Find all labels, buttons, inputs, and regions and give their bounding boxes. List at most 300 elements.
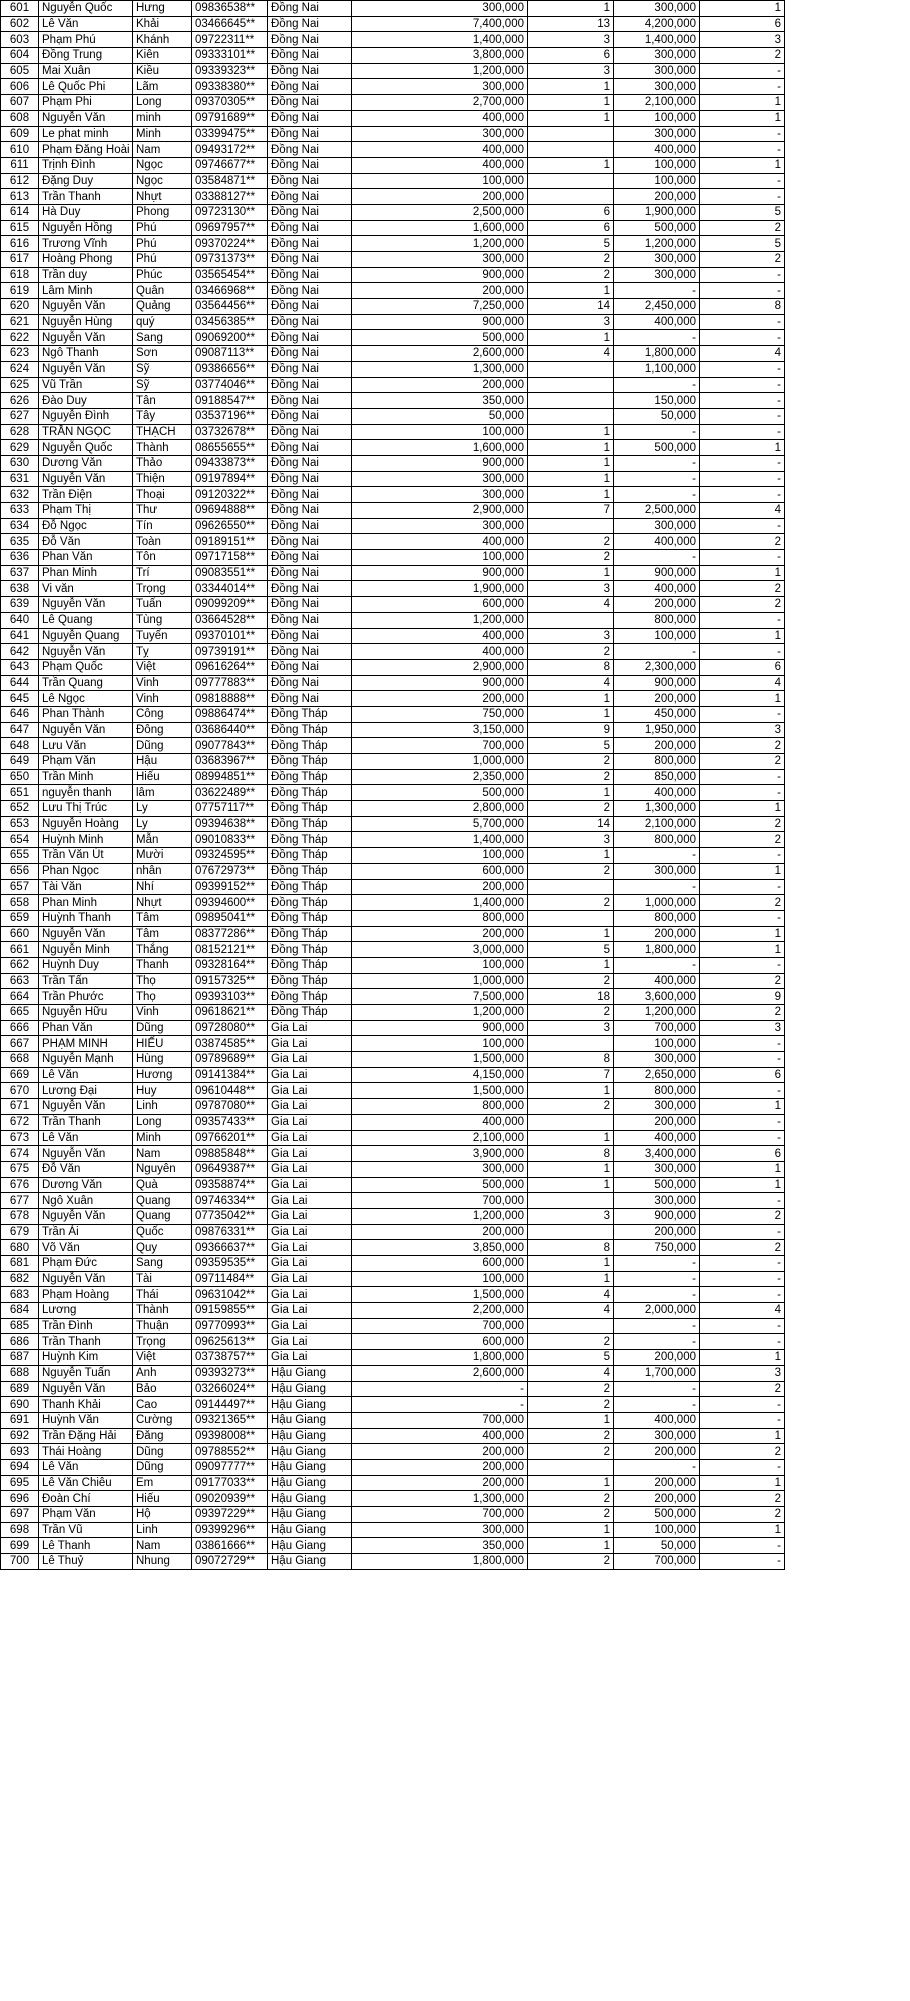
cell-first-name: Tuấn — [133, 597, 192, 613]
cell-province: Gia Lai — [268, 1067, 352, 1083]
cell-province: Đồng Nai — [268, 487, 352, 503]
cell-amount-2: - — [614, 1381, 700, 1397]
cell-phone: 09694888** — [192, 503, 268, 519]
cell-row-number: 656 — [1, 863, 39, 879]
cell-last-middle-name: Nguyễn Văn — [39, 110, 133, 126]
cell-province: Gia Lai — [268, 1256, 352, 1272]
cell-first-name: Huy — [133, 1083, 192, 1099]
cell-count-2: - — [700, 518, 785, 534]
cell-phone: 09010833** — [192, 832, 268, 848]
cell-phone: 09398008** — [192, 1428, 268, 1444]
cell-first-name: Hộ — [133, 1507, 192, 1523]
cell-province: Hậu Giang — [268, 1459, 352, 1475]
cell-row-number: 646 — [1, 706, 39, 722]
table-row — [1, 550, 785, 566]
table-row — [1, 1224, 785, 1240]
table-row — [1, 314, 785, 330]
cell-province: Hậu Giang — [268, 1491, 352, 1507]
cell-last-middle-name: Nguyễn Văn — [39, 644, 133, 660]
cell-first-name: Hùng — [133, 1052, 192, 1068]
cell-count-2: - — [700, 142, 785, 158]
cell-province: Đồng Nai — [268, 565, 352, 581]
cell-province: Đồng Nai — [268, 675, 352, 691]
cell-count-1: 1 — [528, 848, 614, 864]
cell-amount-2: 500,000 — [614, 1507, 700, 1523]
cell-phone: 09097777** — [192, 1459, 268, 1475]
cell-amount: 400,000 — [352, 110, 528, 126]
cell-first-name: Thọ — [133, 973, 192, 989]
cell-province: Đồng Nai — [268, 220, 352, 236]
cell-province: Gia Lai — [268, 1083, 352, 1099]
cell-province: Hậu Giang — [268, 1397, 352, 1413]
table-row — [1, 1083, 785, 1099]
cell-count-2: - — [700, 424, 785, 440]
cell-count-1 — [528, 1036, 614, 1052]
cell-row-number: 619 — [1, 283, 39, 299]
cell-last-middle-name: Nguyễn Hồng — [39, 220, 133, 236]
cell-amount: 300,000 — [352, 1, 528, 17]
cell-count-2: 6 — [700, 1146, 785, 1162]
cell-count-2: - — [700, 1287, 785, 1303]
cell-amount: 1,600,000 — [352, 220, 528, 236]
cell-amount-2: 200,000 — [614, 189, 700, 205]
cell-count-2: - — [700, 267, 785, 283]
cell-amount: 1,300,000 — [352, 1491, 528, 1507]
cell-count-2: 1 — [700, 1, 785, 17]
cell-last-middle-name: Huỳnh Thanh — [39, 910, 133, 926]
cell-first-name: Sỹ — [133, 377, 192, 393]
cell-phone: 03874585** — [192, 1036, 268, 1052]
cell-province: Đồng Tháp — [268, 722, 352, 738]
cell-first-name: Quốc — [133, 1224, 192, 1240]
cell-count-1: 4 — [528, 346, 614, 362]
cell-count-2: - — [700, 1224, 785, 1240]
cell-count-1 — [528, 142, 614, 158]
cell-amount-2: 300,000 — [614, 1161, 700, 1177]
cell-phone: 09787080** — [192, 1099, 268, 1115]
cell-amount: 700,000 — [352, 1318, 528, 1334]
cell-province: Đồng Nai — [268, 1, 352, 17]
cell-phone: 09083551** — [192, 565, 268, 581]
cell-first-name: Thắng — [133, 942, 192, 958]
cell-province: Đồng Nai — [268, 48, 352, 64]
cell-province: Đồng Nai — [268, 110, 352, 126]
table-row — [1, 377, 785, 393]
cell-row-number: 601 — [1, 1, 39, 17]
cell-province: Đồng Nai — [268, 597, 352, 613]
cell-amount: 300,000 — [352, 79, 528, 95]
table-row — [1, 1428, 785, 1444]
cell-phone: 09766201** — [192, 1130, 268, 1146]
cell-last-middle-name: Tài Văn — [39, 879, 133, 895]
cell-last-middle-name: Lâm Minh — [39, 283, 133, 299]
cell-amount: 300,000 — [352, 518, 528, 534]
cell-phone: 03266024** — [192, 1381, 268, 1397]
cell-first-name: Quy — [133, 1240, 192, 1256]
cell-last-middle-name: Trương Vĩnh — [39, 236, 133, 252]
cell-amount: 200,000 — [352, 691, 528, 707]
cell-last-middle-name: Phạm Văn — [39, 1507, 133, 1523]
cell-phone: 09394638** — [192, 816, 268, 832]
cell-amount: 400,000 — [352, 157, 528, 173]
cell-count-2: 1 — [700, 1177, 785, 1193]
cell-count-1: 8 — [528, 659, 614, 675]
cell-count-1: 14 — [528, 299, 614, 315]
cell-row-number: 645 — [1, 691, 39, 707]
cell-phone: 03399475** — [192, 126, 268, 142]
cell-last-middle-name: Hà Duy — [39, 204, 133, 220]
cell-province: Đồng Tháp — [268, 785, 352, 801]
cell-last-middle-name: Le phat minh — [39, 126, 133, 142]
cell-amount-2: 1,000,000 — [614, 895, 700, 911]
cell-count-1: 18 — [528, 989, 614, 1005]
cell-first-name: Nhựt — [133, 895, 192, 911]
cell-count-1: 1 — [528, 1522, 614, 1538]
cell-phone: 09188547** — [192, 393, 268, 409]
cell-count-2: - — [700, 1538, 785, 1554]
cell-first-name: Tỵ — [133, 644, 192, 660]
cell-province: Gia Lai — [268, 1114, 352, 1130]
table-row — [1, 455, 785, 471]
cell-count-1: 9 — [528, 722, 614, 738]
cell-row-number: 626 — [1, 393, 39, 409]
cell-count-2: - — [700, 330, 785, 346]
cell-last-middle-name: Huỳnh Kim — [39, 1350, 133, 1366]
table-row — [1, 754, 785, 770]
cell-row-number: 654 — [1, 832, 39, 848]
cell-last-middle-name: Phạm Hoàng — [39, 1287, 133, 1303]
cell-row-number: 632 — [1, 487, 39, 503]
cell-amount: 1,500,000 — [352, 1287, 528, 1303]
cell-last-middle-name: Lê Thanh — [39, 1538, 133, 1554]
cell-amount-2: 200,000 — [614, 1491, 700, 1507]
cell-province: Đồng Nai — [268, 32, 352, 48]
cell-last-middle-name: Đỗ Ngọc — [39, 518, 133, 534]
table-row — [1, 173, 785, 189]
table-row — [1, 1208, 785, 1224]
cell-province: Đồng Tháp — [268, 801, 352, 817]
cell-first-name: Tây — [133, 408, 192, 424]
cell-phone: 09159855** — [192, 1303, 268, 1319]
cell-phone: 09618621** — [192, 1005, 268, 1021]
cell-count-1: 2 — [528, 644, 614, 660]
cell-province: Hậu Giang — [268, 1365, 352, 1381]
table-row — [1, 1271, 785, 1287]
cell-count-2: - — [700, 644, 785, 660]
cell-amount-2: 2,100,000 — [614, 816, 700, 832]
cell-amount-2: 300,000 — [614, 863, 700, 879]
cell-count-1 — [528, 126, 614, 142]
cell-first-name: Quang — [133, 1193, 192, 1209]
cell-row-number: 607 — [1, 95, 39, 111]
table-row — [1, 942, 785, 958]
table-row — [1, 79, 785, 95]
cell-phone: 09072729** — [192, 1554, 268, 1570]
cell-amount: 1,200,000 — [352, 1208, 528, 1224]
cell-amount: 400,000 — [352, 644, 528, 660]
cell-phone: 03584871** — [192, 173, 268, 189]
cell-last-middle-name: Lương Đại — [39, 1083, 133, 1099]
cell-phone: 09157325** — [192, 973, 268, 989]
cell-province: Gia Lai — [268, 1130, 352, 1146]
cell-amount-2: 50,000 — [614, 1538, 700, 1554]
cell-first-name: Nguyên — [133, 1161, 192, 1177]
cell-phone: 09770993** — [192, 1318, 268, 1334]
table-row — [1, 659, 785, 675]
cell-last-middle-name: Phạm Phi — [39, 95, 133, 111]
cell-count-1: 3 — [528, 1208, 614, 1224]
cell-amount-2: 700,000 — [614, 1020, 700, 1036]
cell-phone: 09338380** — [192, 79, 268, 95]
cell-count-2: 2 — [700, 754, 785, 770]
cell-amount-2: 200,000 — [614, 738, 700, 754]
cell-province: Đồng Nai — [268, 63, 352, 79]
cell-amount: 2,350,000 — [352, 769, 528, 785]
cell-phone: 09339323** — [192, 63, 268, 79]
table-row — [1, 597, 785, 613]
cell-row-number: 604 — [1, 48, 39, 64]
cell-amount-2: 1,300,000 — [614, 801, 700, 817]
cell-province: Đồng Nai — [268, 644, 352, 660]
cell-count-1: 14 — [528, 816, 614, 832]
cell-first-name: Long — [133, 95, 192, 111]
cell-row-number: 603 — [1, 32, 39, 48]
table-row — [1, 1052, 785, 1068]
cell-count-1: 3 — [528, 32, 614, 48]
cell-amount-2: 850,000 — [614, 769, 700, 785]
table-row — [1, 879, 785, 895]
cell-first-name: Dũng — [133, 1444, 192, 1460]
cell-count-1: 1 — [528, 1, 614, 17]
cell-last-middle-name: Thái Hoàng — [39, 1444, 133, 1460]
cell-first-name: Thiện — [133, 471, 192, 487]
cell-count-2: 6 — [700, 1067, 785, 1083]
cell-count-2: 2 — [700, 738, 785, 754]
cell-amount: 800,000 — [352, 1099, 528, 1115]
cell-last-middle-name: Nguyễn Mạnh — [39, 1052, 133, 1068]
cell-first-name: Em — [133, 1475, 192, 1491]
table-row — [1, 1334, 785, 1350]
cell-last-middle-name: Hoàng Phong — [39, 252, 133, 268]
cell-count-1 — [528, 173, 614, 189]
cell-amount-2: 300,000 — [614, 126, 700, 142]
cell-amount-2: 900,000 — [614, 1208, 700, 1224]
cell-count-2: - — [700, 910, 785, 926]
cell-phone: 09189151** — [192, 534, 268, 550]
cell-last-middle-name: Trần Điện — [39, 487, 133, 503]
cell-province: Đồng Nai — [268, 424, 352, 440]
cell-first-name: Nam — [133, 142, 192, 158]
table-row — [1, 1522, 785, 1538]
cell-amount: 600,000 — [352, 863, 528, 879]
cell-amount: 600,000 — [352, 597, 528, 613]
cell-count-1: 2 — [528, 973, 614, 989]
cell-province: Đồng Nai — [268, 16, 352, 32]
table-row — [1, 1318, 785, 1334]
cell-last-middle-name: Phạm Đăng Hoài — [39, 142, 133, 158]
cell-count-2: - — [700, 612, 785, 628]
cell-count-2: 5 — [700, 204, 785, 220]
cell-province: Đồng Nai — [268, 691, 352, 707]
cell-count-1: 1 — [528, 1256, 614, 1272]
cell-first-name: Quân — [133, 283, 192, 299]
cell-first-name: Minh — [133, 1130, 192, 1146]
cell-phone: 09394600** — [192, 895, 268, 911]
cell-first-name: Thoại — [133, 487, 192, 503]
cell-row-number: 689 — [1, 1381, 39, 1397]
cell-phone: 08152121** — [192, 942, 268, 958]
cell-phone: 09886474** — [192, 706, 268, 722]
cell-amount-2: 500,000 — [614, 440, 700, 456]
cell-amount-2: - — [614, 1271, 700, 1287]
cell-count-2: 1 — [700, 565, 785, 581]
cell-count-2: - — [700, 1052, 785, 1068]
cell-row-number: 611 — [1, 157, 39, 173]
cell-amount-2: 700,000 — [614, 1554, 700, 1570]
cell-count-1: 5 — [528, 236, 614, 252]
cell-phone: 09649387** — [192, 1161, 268, 1177]
cell-first-name: minh — [133, 110, 192, 126]
cell-amount-2: 2,450,000 — [614, 299, 700, 315]
cell-row-number: 633 — [1, 503, 39, 519]
cell-count-2: 1 — [700, 1161, 785, 1177]
cell-count-2: - — [700, 471, 785, 487]
cell-amount-2: - — [614, 377, 700, 393]
cell-first-name: Tâm — [133, 910, 192, 926]
cell-amount-2: 750,000 — [614, 1240, 700, 1256]
table-row — [1, 1114, 785, 1130]
cell-row-number: 666 — [1, 1020, 39, 1036]
cell-province: Gia Lai — [268, 1161, 352, 1177]
cell-row-number: 694 — [1, 1459, 39, 1475]
cell-last-middle-name: Ngô Thanh — [39, 346, 133, 362]
table-row — [1, 408, 785, 424]
cell-amount: 900,000 — [352, 267, 528, 283]
cell-amount: 100,000 — [352, 1036, 528, 1052]
cell-phone: 09746677** — [192, 157, 268, 173]
cell-province: Đồng Tháp — [268, 706, 352, 722]
cell-last-middle-name: Trịnh Đình — [39, 157, 133, 173]
cell-last-middle-name: Lê Văn — [39, 16, 133, 32]
cell-count-2: - — [700, 1193, 785, 1209]
cell-last-middle-name: Lê Văn — [39, 1130, 133, 1146]
cell-row-number: 700 — [1, 1554, 39, 1570]
cell-count-1: 1 — [528, 95, 614, 111]
cell-amount: 350,000 — [352, 1538, 528, 1554]
cell-first-name: Sỹ — [133, 361, 192, 377]
cell-row-number: 665 — [1, 1005, 39, 1021]
cell-amount: 300,000 — [352, 1161, 528, 1177]
cell-province: Đồng Tháp — [268, 769, 352, 785]
cell-amount-2: 1,900,000 — [614, 204, 700, 220]
cell-row-number: 612 — [1, 173, 39, 189]
cell-first-name: Dũng — [133, 1459, 192, 1475]
cell-phone: 09836538** — [192, 1, 268, 17]
cell-amount: 2,600,000 — [352, 346, 528, 362]
cell-amount: 1,400,000 — [352, 832, 528, 848]
table-row — [1, 769, 785, 785]
cell-count-2: - — [700, 1036, 785, 1052]
table-row — [1, 110, 785, 126]
cell-last-middle-name: Ngô Xuân — [39, 1193, 133, 1209]
cell-row-number: 695 — [1, 1475, 39, 1491]
cell-row-number: 662 — [1, 957, 39, 973]
cell-row-number: 687 — [1, 1350, 39, 1366]
cell-phone: 09177033** — [192, 1475, 268, 1491]
cell-phone: 09717158** — [192, 550, 268, 566]
cell-province: Đồng Nai — [268, 204, 352, 220]
cell-row-number: 602 — [1, 16, 39, 32]
cell-count-1: 8 — [528, 1146, 614, 1162]
cell-phone: 09818888** — [192, 691, 268, 707]
cell-amount: 7,250,000 — [352, 299, 528, 315]
cell-count-1: 5 — [528, 942, 614, 958]
cell-amount-2: 400,000 — [614, 1412, 700, 1428]
cell-phone: 09711484** — [192, 1271, 268, 1287]
cell-row-number: 637 — [1, 565, 39, 581]
cell-count-2: - — [700, 769, 785, 785]
cell-amount: 100,000 — [352, 957, 528, 973]
cell-province: Hậu Giang — [268, 1538, 352, 1554]
cell-province: Đồng Nai — [268, 173, 352, 189]
cell-count-2: 2 — [700, 534, 785, 550]
cell-last-middle-name: Huỳnh Minh — [39, 832, 133, 848]
cell-count-2: - — [700, 879, 785, 895]
cell-count-1: 2 — [528, 1428, 614, 1444]
cell-amount-2: 400,000 — [614, 314, 700, 330]
table-row — [1, 926, 785, 942]
cell-amount: 200,000 — [352, 1459, 528, 1475]
cell-count-2: 2 — [700, 816, 785, 832]
cell-last-middle-name: Đồng Trung — [39, 48, 133, 64]
cell-row-number: 638 — [1, 581, 39, 597]
cell-amount: 400,000 — [352, 142, 528, 158]
cell-amount: 400,000 — [352, 534, 528, 550]
cell-phone: 03388127** — [192, 189, 268, 205]
cell-last-middle-name: Lương — [39, 1303, 133, 1319]
cell-province: Đồng Nai — [268, 471, 352, 487]
cell-first-name: Quang — [133, 1208, 192, 1224]
cell-amount: 3,850,000 — [352, 1240, 528, 1256]
cell-last-middle-name: Trần Thanh — [39, 1114, 133, 1130]
table-row — [1, 1, 785, 17]
cell-first-name: Thành — [133, 440, 192, 456]
cell-province: Đồng Nai — [268, 455, 352, 471]
cell-phone: 09895041** — [192, 910, 268, 926]
cell-first-name: Tâm — [133, 926, 192, 942]
cell-amount: 750,000 — [352, 706, 528, 722]
cell-province: Hậu Giang — [268, 1412, 352, 1428]
cell-first-name: Hiếu — [133, 1491, 192, 1507]
cell-count-1: 1 — [528, 1161, 614, 1177]
cell-count-2: - — [700, 79, 785, 95]
cell-last-middle-name: Phan Minh — [39, 565, 133, 581]
cell-amount: 700,000 — [352, 1412, 528, 1428]
cell-phone: 03774046** — [192, 377, 268, 393]
cell-first-name: Nhung — [133, 1554, 192, 1570]
cell-count-1: 1 — [528, 455, 614, 471]
cell-amount-2: 3,400,000 — [614, 1146, 700, 1162]
cell-row-number: 648 — [1, 738, 39, 754]
table-row — [1, 785, 785, 801]
cell-phone: 09141384** — [192, 1067, 268, 1083]
cell-amount-2: 800,000 — [614, 754, 700, 770]
cell-phone: 09370101** — [192, 628, 268, 644]
table-row — [1, 1444, 785, 1460]
cell-row-number: 691 — [1, 1412, 39, 1428]
cell-amount: 900,000 — [352, 565, 528, 581]
cell-amount: 5,700,000 — [352, 816, 528, 832]
